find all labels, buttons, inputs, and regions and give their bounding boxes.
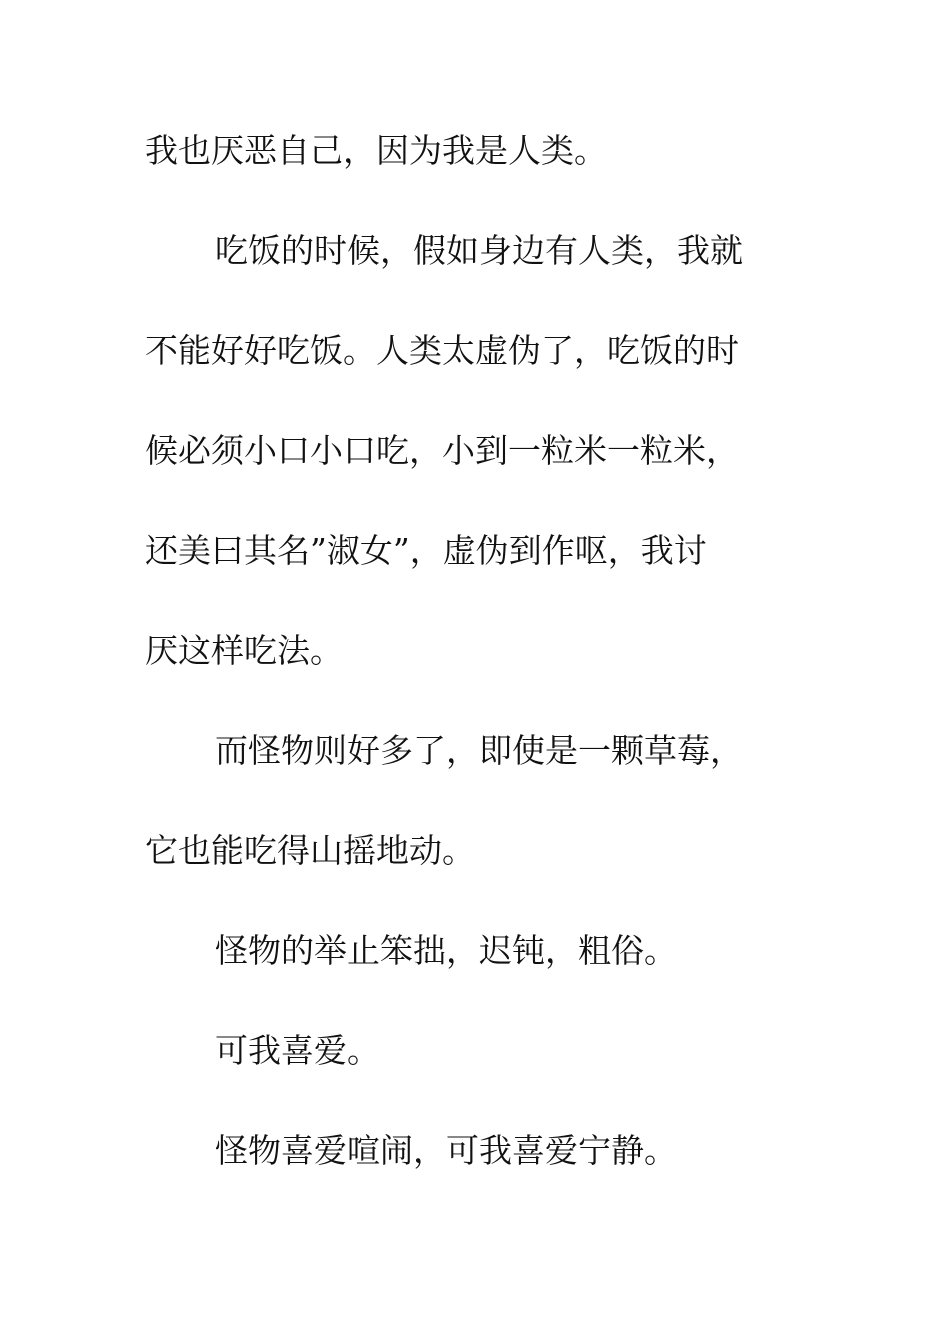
text-line: 可我喜爱。 bbox=[215, 1031, 380, 1070]
text-line: 还美曰其名”淑女”，虚伪到作呕，我讨 bbox=[145, 531, 707, 570]
text-line: 不能好好吃饭。人类太虚伪了，吃饭的时 bbox=[145, 331, 739, 370]
text-line: 而怪物则好多了，即使是一颗草莓， bbox=[215, 731, 743, 770]
line-spacing bbox=[145, 476, 785, 526]
line-spacing bbox=[145, 676, 785, 726]
text-line: 怪物的举止笨拙，迟钝，粗俗。 bbox=[215, 931, 677, 970]
text-line: 厌这样吃法。 bbox=[145, 631, 343, 670]
line-spacing bbox=[145, 576, 785, 626]
body-text bbox=[145, 126, 785, 1176]
line-spacing bbox=[145, 176, 785, 226]
text-line: 它也能吃得山摇地动。 bbox=[145, 831, 475, 870]
line-spacing bbox=[145, 276, 785, 326]
text-line: 怪物喜爱喧闹，可我喜爱宁静。 bbox=[215, 1131, 677, 1170]
line-spacing bbox=[145, 376, 785, 426]
text-line: 我也厌恶自己，因为我是人类。 bbox=[145, 131, 607, 170]
text-line: 候必须小口小口吃，小到一粒米一粒米， bbox=[145, 431, 739, 470]
text-line: 吃饭的时候，假如身边有人类，我就 bbox=[215, 231, 743, 270]
line-spacing bbox=[145, 976, 785, 1026]
line-spacing bbox=[145, 1076, 785, 1126]
line-spacing bbox=[145, 876, 785, 926]
line-spacing bbox=[145, 776, 785, 826]
